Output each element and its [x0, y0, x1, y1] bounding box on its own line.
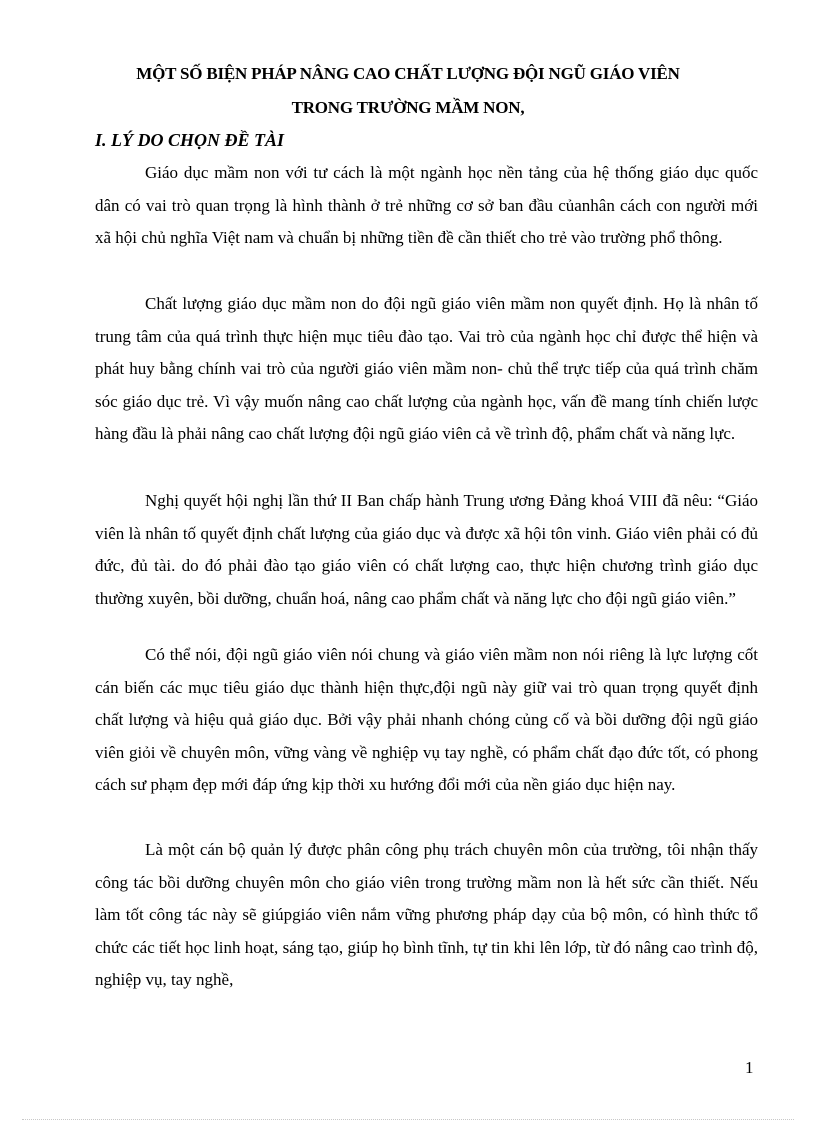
paragraph-5: Là một cán bộ quản lý được phân công phụ trách chuyên môn của trường, tôi nhận thấy công tác bồi dưỡng chuyên môn cho giáo viên trong trường mầm non là hết sức cần thiết. Nếu làm tốt công tác này sẽ giúpgiáo viên nắm vững phương pháp dạy của bộ môn, có hình thức tổ chức các tiết học linh hoạt, sáng tạo, giúp họ bình tĩnh, tự tin khi lên lớp, từ đó nâng cao trình độ, nghiệp vụ, tay nghề, — [95, 840, 758, 990]
paragraph-4: Có thể nói, đội ngũ giáo viên nói chung và giáo viên mầm non nói riêng là lực lượng cốt cán biến các mục tiêu giáo dục thành hiện thực,đội ngũ này giữ vai trò quan trọng quyết định chất lượng và hiệu quả giáo dục. Bởi vậy phải nhanh chóng củng cố và bồi dưỡng đội ngũ giáo viên giỏi về chuyên môn, vững vàng về nghiệp vụ tay nghề, có phẩm chất đạo đức tốt, có phong cách sư phạm đẹp mới đáp ứng kịp thời xu hướng đổi mới của nền giáo dục hiện nay. — [95, 645, 758, 795]
paragraph-2: Chất lượng giáo dục mầm non do đội ngũ giáo viên mầm non quyết định. Họ là nhân tố trung tâm của quá trình thực hiện mục tiêu đào tạo. Vai trò của ngành học chỉ được thể hiện và phát huy bằng chính vai trò của người giáo viên mầm non- chủ thể trực tiếp của quá trình chăm sóc giáo dục trẻ. Vì vậy muốn nâng cao chất lượng của ngành học, vấn đề mang tính chiến lược hàng đầu là phải nâng cao chất lượng đội ngũ giáo viên cả về trình độ, phẩm chất và năng lực. — [95, 294, 758, 444]
page-bottom-divider — [22, 1119, 794, 1120]
paragraph-3: Nghị quyết hội nghị lần thứ II Ban chấp hành Trung ương Đảng khoá VIII đã nêu: “Giáo viên là nhân tố quyết định chất lượng của giáo dục và được xã hội tôn vinh. Giáo viên phải có đủ đức, đủ tài. do đó phải đào tạo giáo viên có chất lượng cao, thực hiện chương trình giáo dục thường xuyên, bồi dưỡng, chuẩn hoá, nâng cao phẩm chất và năng lực cho đội ngũ giáo viên.” — [95, 491, 758, 608]
page-number: 1 — [745, 1058, 754, 1077]
document-title-line-1: MỘT SỐ BIỆN PHÁP NÂNG CAO CHẤT LƯỢNG ĐỘI NGŨ GIÁO VIÊN — [136, 64, 680, 83]
paragraph-1: Giáo dục mầm non với tư cách là một ngành học nền tảng của hệ thống giáo dục quốc dân có vai trò quan trọng là hình thành ở trẻ những cơ sở ban đầu củanhân cách con người mới xã hội chủ nghĩa Việt nam và chuẩn bị những tiền đề cần thiết cho trẻ vào trường phổ thông. — [95, 163, 758, 248]
document-title-line-2: TRONG TRƯỜNG MẦM NON, — [291, 98, 525, 117]
section-heading: I. LÝ DO CHỌN ĐỀ TÀI — [95, 130, 285, 150]
